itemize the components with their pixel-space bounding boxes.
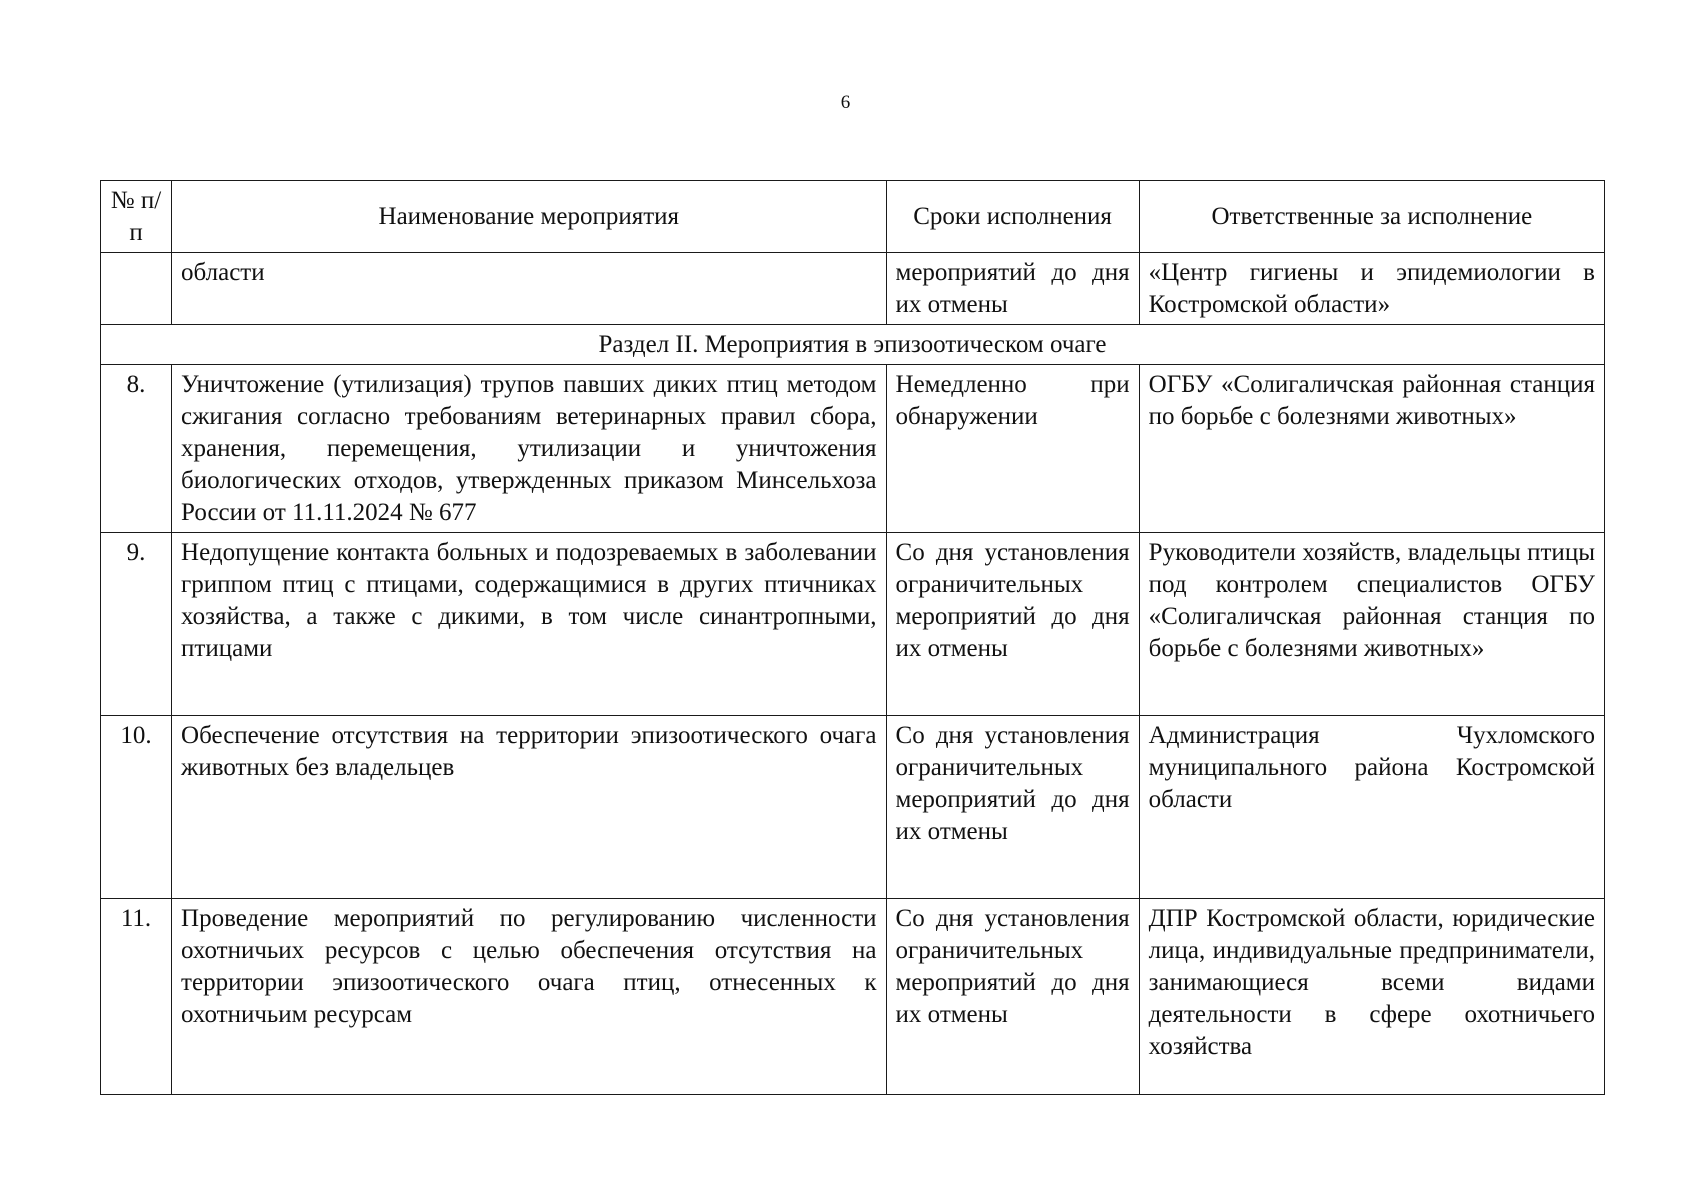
cell-term: Со дня установления ограничительных мероприятий до дня их отмены: [886, 716, 1139, 899]
table-row: [101, 533, 1605, 716]
cell-responsible: «Центр гигиены и эпидемиологии в Костромской области»: [1139, 253, 1604, 325]
cell-responsible: Администрация Чухломского муниципального района Костромской области: [1139, 716, 1604, 899]
cell-term: мероприятий до дня их отмены: [886, 253, 1139, 325]
header-event-name: Наименование мероприятия: [172, 181, 886, 253]
section-row: [101, 325, 1605, 365]
cell-event-name: Обеспечение отсутствия на территории эпизоотического очага животных без владельцев: [172, 716, 886, 899]
table-row: [101, 365, 1605, 533]
page-number: 6: [840, 92, 851, 113]
cell-responsible: ОГБУ «Солигаличская районная станция по борьбе с болезнями животных»: [1139, 365, 1604, 533]
cell-number: 11.: [101, 899, 172, 1095]
cell-term: Немедленно при обнаружении: [886, 365, 1139, 533]
cell-responsible: Руководители хозяйств, владельцы птицы под контролем специалистов ОГБУ «Солигаличская районная станция по борьбе с болезнями животных»: [1139, 533, 1604, 716]
table-header-row: [101, 181, 1605, 253]
cell-number: 10.: [101, 716, 172, 899]
table-row-continuation: [101, 253, 1605, 325]
section-title: Раздел II. Мероприятия в эпизоотическом очаге: [101, 325, 1605, 365]
cell-number: [101, 253, 172, 325]
table-row: [101, 899, 1605, 1095]
cell-number: 9.: [101, 533, 172, 716]
header-number: № п/п: [101, 181, 172, 253]
cell-term: Со дня установления ограничительных мероприятий до дня их отмены: [886, 899, 1139, 1095]
cell-event-name: Проведение мероприятий по регулированию численности охотничьих ресурсов с целью обеспечения отсутствия на территории эпизоотического очага птиц, отнесенных к охотничьим ресурсам: [172, 899, 886, 1095]
cell-number: 8.: [101, 365, 172, 533]
cell-event-name: области: [172, 253, 886, 325]
table-row: [101, 716, 1605, 899]
cell-term: Со дня установления ограничительных мероприятий до дня их отмены: [886, 533, 1139, 716]
cell-event-name: Недопущение контакта больных и подозреваемых в заболевании гриппом птиц с птицами, содержащимися в других птичниках хозяйства, а также с дикими, в том числе синантропными, птицами: [172, 533, 886, 716]
cell-responsible: ДПР Костромской области, юридические лица, индивидуальные предприниматели, занимающиеся всеми видами деятельности в сфере охотничьего хозяйства: [1139, 899, 1604, 1095]
events-table: [100, 180, 1605, 1095]
cell-event-name: Уничтожение (утилизация) трупов павших диких птиц методом сжигания согласно требованиям ветеринарных правил сбора, хранения, перемещения, утилизации и уничтожения биологических отходов, утвержденных приказом Минсельхоза России от 11.11.2024 № 677: [172, 365, 886, 533]
header-responsible: Ответственные за исполнение: [1139, 181, 1604, 253]
header-term: Сроки исполнения: [886, 181, 1139, 253]
